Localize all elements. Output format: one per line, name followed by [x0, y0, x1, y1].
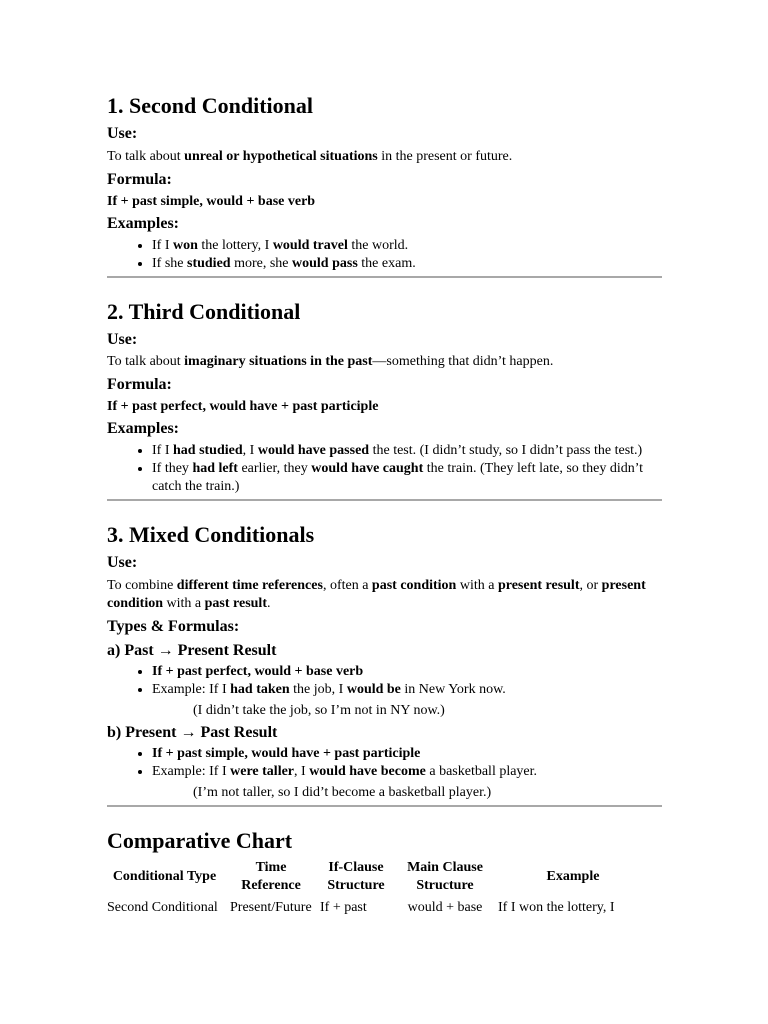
header-example: Example — [546, 869, 600, 884]
bold-run: would have passed — [257, 443, 370, 458]
bold-run: imaginary situations in the past — [184, 354, 373, 369]
section-second-conditional — [107, 92, 662, 278]
table-row — [103, 897, 652, 919]
section-title: 3. Mixed Conditionals — [107, 522, 315, 547]
formula-label: Formula: — [107, 376, 172, 393]
table-cell: Present/Future — [230, 900, 312, 915]
document-content — [107, 90, 662, 919]
examples-list — [107, 237, 662, 273]
section-third-conditional — [107, 298, 662, 501]
formula-label: Formula: — [107, 171, 172, 188]
bold-run: present condition — [107, 578, 646, 611]
header-if-clause: If-Clause Structure — [327, 860, 385, 893]
bold-run: would pass — [292, 256, 358, 271]
bold-run: would travel — [272, 238, 348, 253]
bold-run: would have caught — [311, 461, 424, 476]
bold-run: won — [173, 238, 198, 253]
section-title: 2. Third Conditional — [107, 299, 301, 324]
type-example: • Example: If I were taller, I would have become a basketball player. — [152, 763, 662, 781]
type-formula — [152, 663, 662, 681]
bold-run: would have become — [309, 764, 426, 779]
type-heading: b) Present → Past Result — [107, 724, 278, 741]
formula-text — [107, 193, 662, 211]
table-cell: If + past — [320, 900, 367, 915]
use-text: To talk about imaginary situations in the past—something that didn’t happen. — [107, 354, 554, 369]
formula-bold: If + past perfect, would have + past participle — [107, 399, 379, 414]
divider — [107, 276, 662, 278]
table-cell: would + base — [407, 900, 483, 915]
chart-title: Comparative Chart — [107, 828, 293, 853]
header-time-reference: Time Reference — [241, 860, 301, 893]
example-item: • If I won the lottery, I would travel the world. — [152, 237, 662, 255]
formula-bold: If + past simple, would + base verb — [107, 194, 316, 209]
types-label: Types & Formulas: — [107, 618, 240, 635]
bold-run: had left — [192, 461, 238, 476]
type-formula — [152, 745, 662, 763]
bold-run: unreal or hypothetical situations — [184, 149, 378, 164]
section-comparative-chart — [107, 827, 662, 919]
type-list — [107, 663, 662, 699]
type-list — [107, 745, 662, 781]
header-conditional-type: Conditional Type — [112, 869, 217, 884]
examples-label: Examples: — [107, 215, 179, 232]
table-cell: If I won the lottery, I — [498, 900, 615, 915]
example-item: • If I had studied, I would have passed the test. (I didn’t study, so I didn’t pass the test.) — [152, 442, 662, 460]
section-mixed-conditionals — [107, 521, 662, 807]
comparative-table — [103, 857, 652, 919]
type-note: (I’m not taller, so I did’t become a basketball player.) — [193, 785, 492, 800]
use-label: Use: — [107, 554, 138, 571]
type-example: • Example: If I had taken the job, I would be in New York now. — [152, 681, 662, 699]
use-label: Use: — [107, 331, 138, 348]
bold-run: had studied — [173, 443, 243, 458]
example-item: • If she studied more, she would pass the exam. — [152, 255, 662, 273]
examples-label: Examples: — [107, 420, 179, 437]
bold-run: would be — [346, 682, 401, 697]
table-cell: Second Conditional — [107, 900, 218, 915]
table-header-row — [103, 857, 652, 897]
examples-list — [107, 442, 662, 496]
formula-text — [107, 398, 662, 416]
bold-run: present result — [497, 578, 580, 593]
use-label: Use: — [107, 125, 138, 142]
formula-bold: If + past perfect, would + base verb — [152, 664, 364, 679]
type-note: (I didn’t take the job, so I’m not in NY now.) — [193, 703, 445, 718]
type-heading: a) Past → Present Result — [107, 642, 277, 659]
use-text: To combine different time references, often a past condition with a present result, or present condition with a past result. — [107, 578, 646, 611]
divider — [107, 499, 662, 501]
section-title: 1. Second Conditional — [107, 93, 313, 118]
bold-run: past result — [204, 596, 267, 611]
bold-run: different time references — [176, 578, 323, 593]
example-item: • If they had left earlier, they would have caught the train. (They left late, so they didn’t catch the train.) — [152, 460, 662, 496]
bold-run: studied — [187, 256, 231, 271]
bold-run: had taken — [230, 682, 290, 697]
bold-run: past condition — [371, 578, 457, 593]
use-text: To talk about unreal or hypothetical situations in the present or future. — [107, 149, 513, 164]
bold-run: were taller — [230, 764, 295, 779]
divider — [107, 805, 662, 807]
formula-bold: If + past simple, would have + past participle — [152, 746, 421, 761]
header-main-clause: Main Clause Structure — [407, 860, 483, 893]
